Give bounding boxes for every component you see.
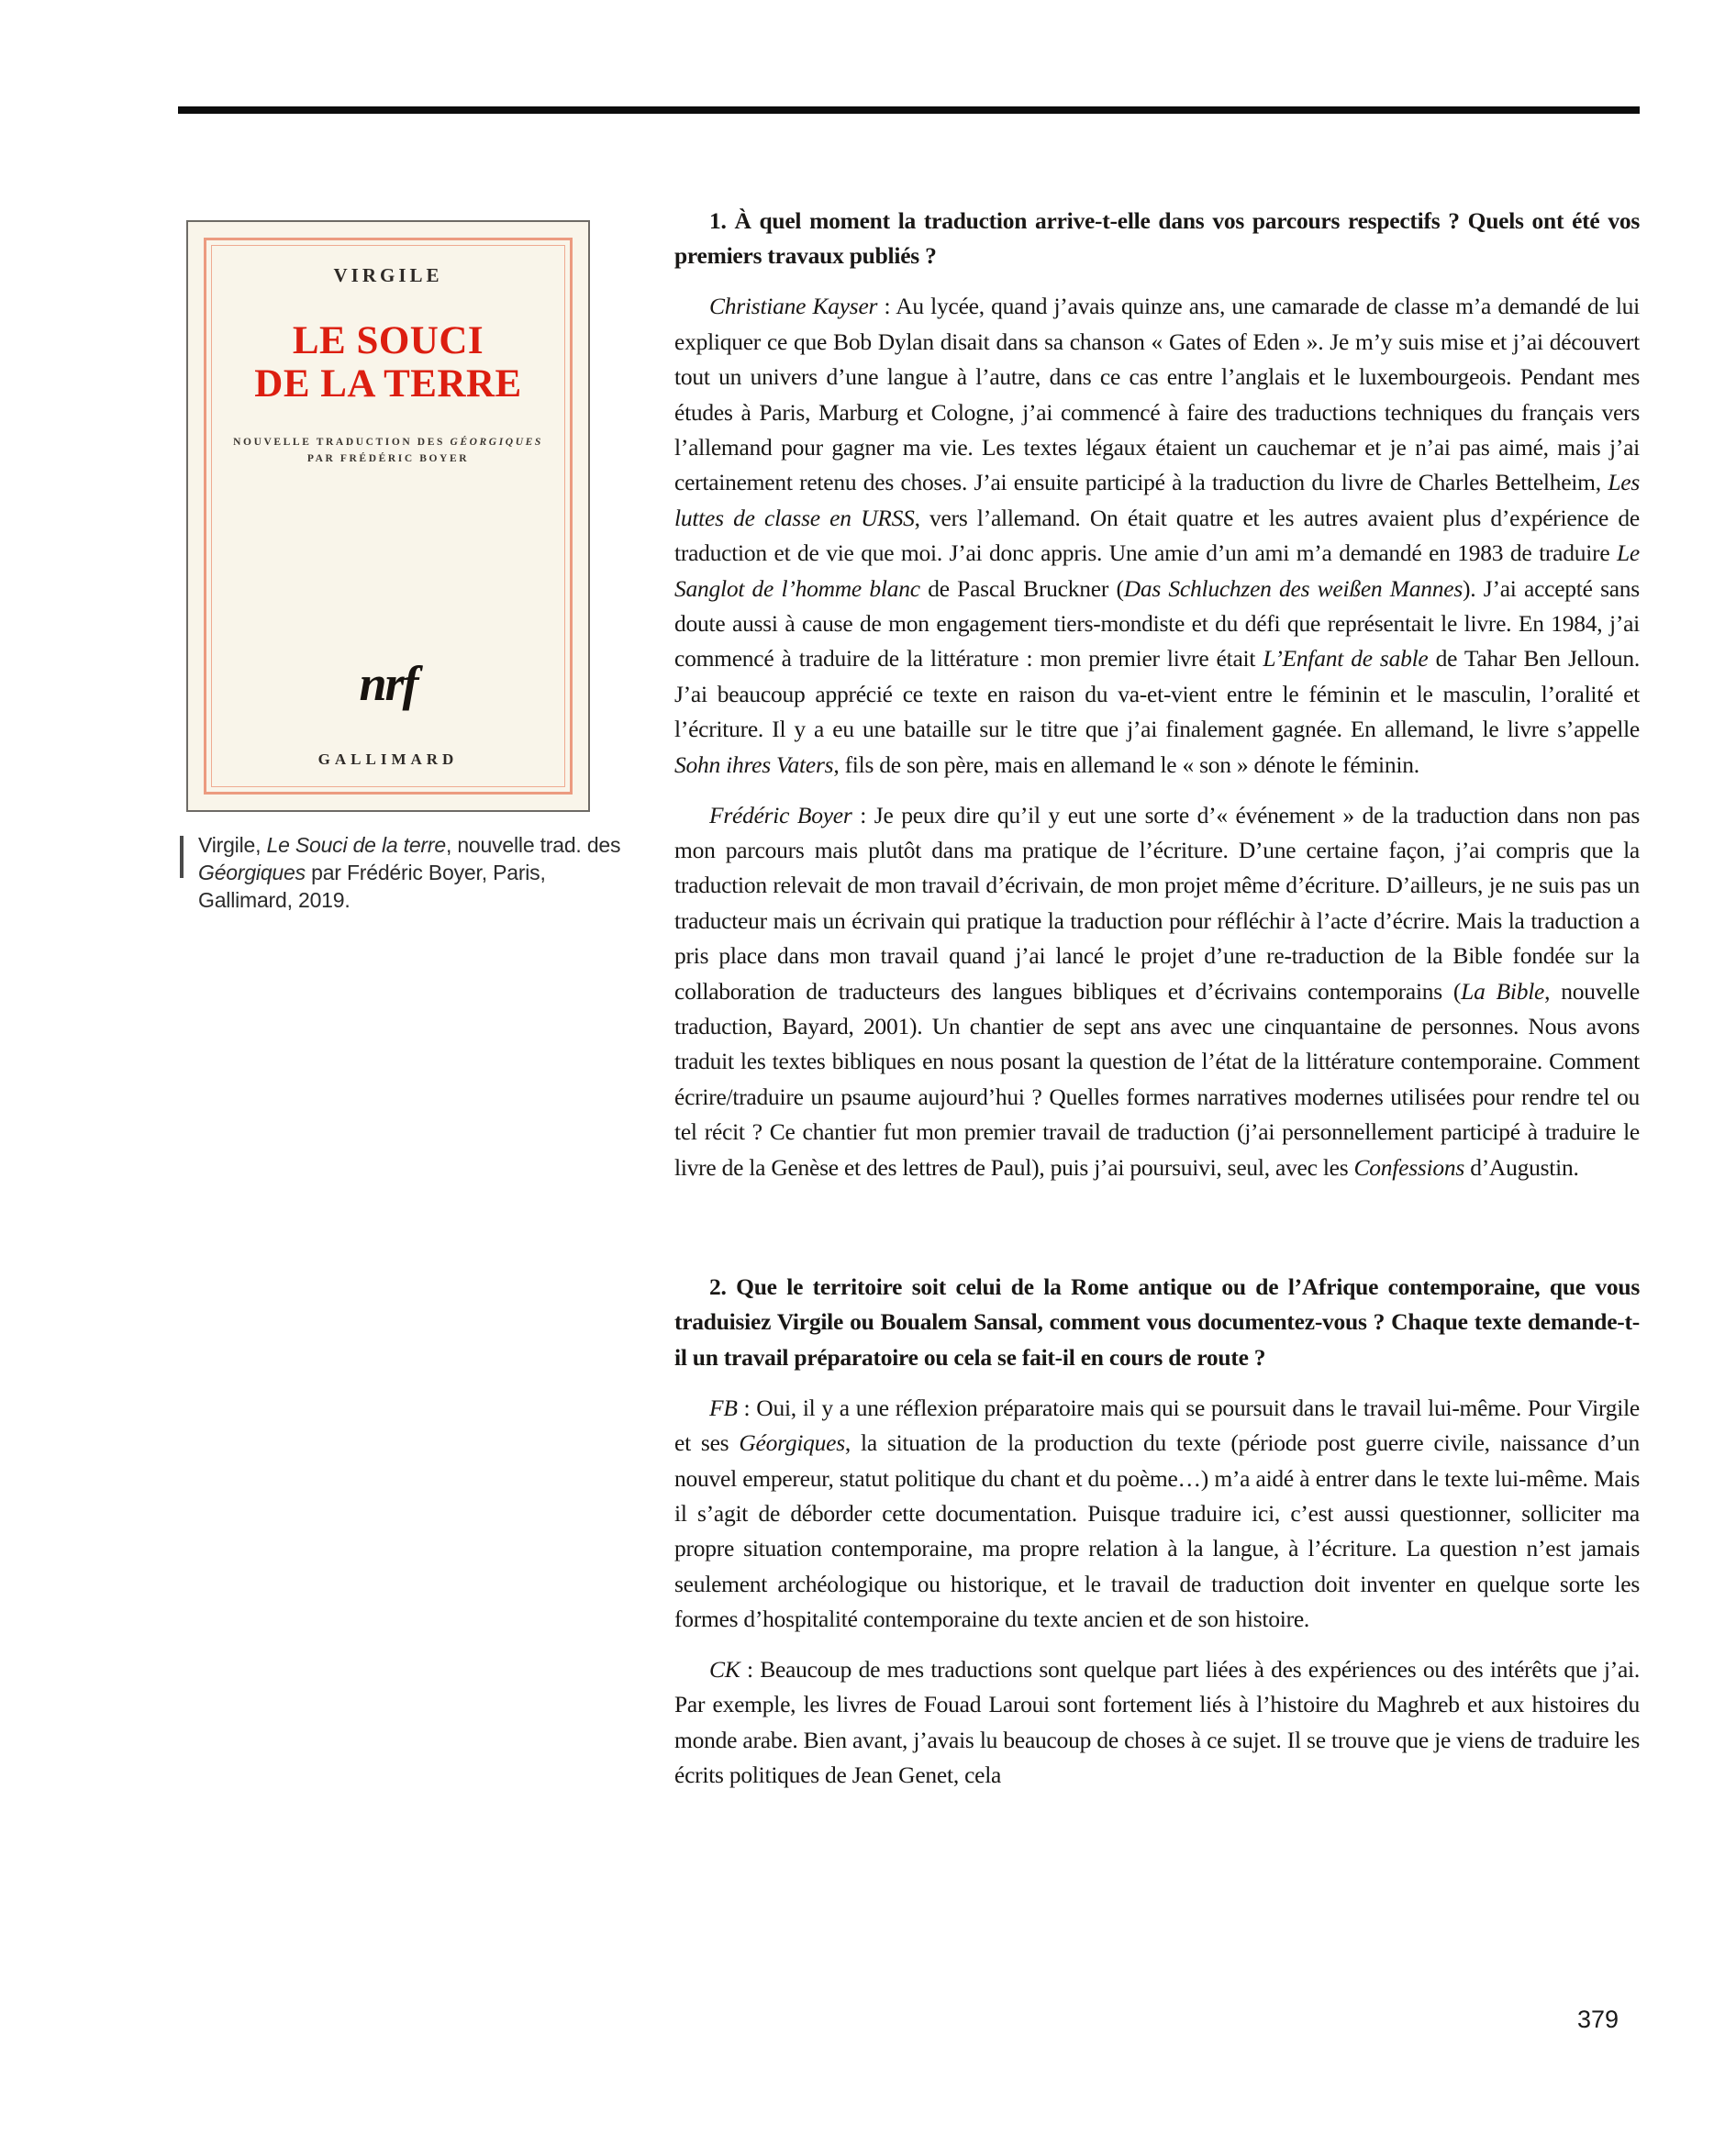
cover-title-line1: LE SOUCI [292,319,484,362]
cover-publisher: GALLIMARD [317,750,459,768]
answer-christiane-kayser: Christiane Kayser : Au lycée, quand j’avais quinze ans, une camarade de classe m’a demandé de lui expliquer ce que Bob Dylan disait dans sa chanson « Gates of Eden ». Je m’y suis mise et j’ai découvert tout un univers d’une langue à l’autre, dans ce cas entre l’anglais et le luxembourgeois. Pendant mes études à Paris, Marburg et Cologne, j’ai commencé à faire des traductions techniques du français vers l’allemand pour gagner ma vie. Les textes légaux étaient un cauchemar et je n’ai pas aimé, mais j’ai certainement retenu des choses. J’ai ensuite participé à la traduction du livre de Charles Bettelheim, Les luttes de classe en URSS, vers l’allemand. On était quatre et les autres avaient plus d’expérience de traduction et de vie que moi. J’ai donc appris. Une amie d’un ami m’a demandé en 1983 de traduire Le Sanglot de l’homme blanc de Pascal Bruckner (Das Schluchzen des weißen Mannes). J’ai accepté sans doute aussi à cause de mon engagement tiers-mondiste et du défi que représentait le livre. En 1984, j’ai commencé à traduire de la littérature : mon premier livre était L’Enfant de sable de Tahar Ben Jelloun. J’ai beaucoup apprécié ce texte en raison du va-et-vient entre le féminin et le masculin, l’oralité et l’écriture. Il y a eu une bataille sur le titre que j’ai finalement gagnée. En allemand, le livre s’appelle Sohn ihres Vaters, fils de son père, mais en allemand le « son » dénote le féminin. [674,293,1641,778]
cover-title-line2: DE LA TERRE [254,362,522,406]
question-1: 1. À quel moment la traduction arrive-t-elle dans vos parcours respectifs ? Quels ont été vos premiers travaux publiés ? [674,207,1640,270]
top-rule [178,106,1640,114]
caption-text: Virgile, Le Souci de la terre, nouvelle trad. des Géorgiques par Frédéric Boyer, Paris, Gallimard, 2019. [198,833,621,912]
cover-title [188,319,588,406]
cover-subtitle-line1: NOUVELLE TRADUCTION DES GÉORGIQUES [233,437,543,448]
caption-bar [180,836,184,878]
interview-text-column [674,204,1640,1794]
page-number: 379 [1576,2006,1619,2033]
answer-ck-question2: CK : Beaucoup de mes traductions sont quelque part liées à des expériences ou des intérêts que j’ai. Par exemple, les livres de Fouad Laroui sont fortement liés à l’histoire du Maghreb et aux histoires du monde arabe. Bien avant, j’avais lu beaucoup de choses à ce sujet. Il se trouve que je viens de traduire les écrits politiques de Jean Genet, cela [674,1656,1640,1789]
answer-frederic-boyer: Frédéric Boyer : Je peux dire qu’il y eut une sorte d’« événement » de la traduction dans non pas mon parcours mais plutôt dans ma pratique de l’écriture. D’une certaine façon, j’ai compris que la traduction relevait de mon travail d’écrivain, de mon projet même d’écriture. D’ailleurs, je ne suis pas un traducteur mais un écrivain qui pratique la traduction pour réfléchir à l’acte d’écrire. Mais la traduction a pris place dans mon travail quand j’ai lancé le projet d’une re-traduction de la Bible fondée sur la collaboration de traducteurs des langues bibliques et d’écrivains contemporains (La Bible, nouvelle traduction, Bayard, 2001). Un chantier de sept ans avec une cinquantaine de personnes. Nous avons traduit les textes bibliques en nous posant la question de l’état de la littérature contemporaine. Comment écrire/traduire un psaume aujourd’hui ? Quelles formes narratives modernes utilisées pour rendre tel ou tel récit ? Ce chantier fut mon premier travail de traduction (j’ai personnellement participé à traduire le livre de la Genèse et des lettres de Paul), puis j’ai poursuivi, seul, avec les Confessions d’Augustin. [674,801,1640,1181]
cover-subtitle-line2: PAR FRÉDÉRIC BOYER [306,452,470,464]
nrf-logo: nrf [359,656,417,711]
answer-fb-question2: FB : Oui, il y a une réflexion préparatoire mais qui se poursuit dans le travail lui-même. Pour Virgile et ses Géorgiques, la situation de la production du texte (période post guerre civile, naissance d’un nouvel empereur, statut politique du chant et du poème…) m’a aidé à entrer dans le texte lui-même. Mais il s’agit de déborder cette documentation. Puisque traduire ici, c’est aussi questionner, solliciter ma propre situation contemporaine, ma propre relation à la langue, à l’écriture. La question n’est jamais seulement archéologique ou historique, et le travail de traduction doit inventer en quelque sorte les formes d’hospitalité contemporaine du texte ancien et de son histoire. [674,1394,1640,1633]
figure-caption [180,831,639,914]
book-cover [186,220,590,812]
cover-subtitle [188,435,588,467]
question-2: 2. Que le territoire soit celui de la Rome antique ou de l’Afrique contemporaine, que vous traduisiez Virgile ou Boualem Sansal, comment vous documentez-vous ? Chaque texte demande-t-il un travail préparatoire ou cela se fait-il en cours de route ? [674,1272,1640,1371]
cover-author: VIRGILE [333,264,443,286]
